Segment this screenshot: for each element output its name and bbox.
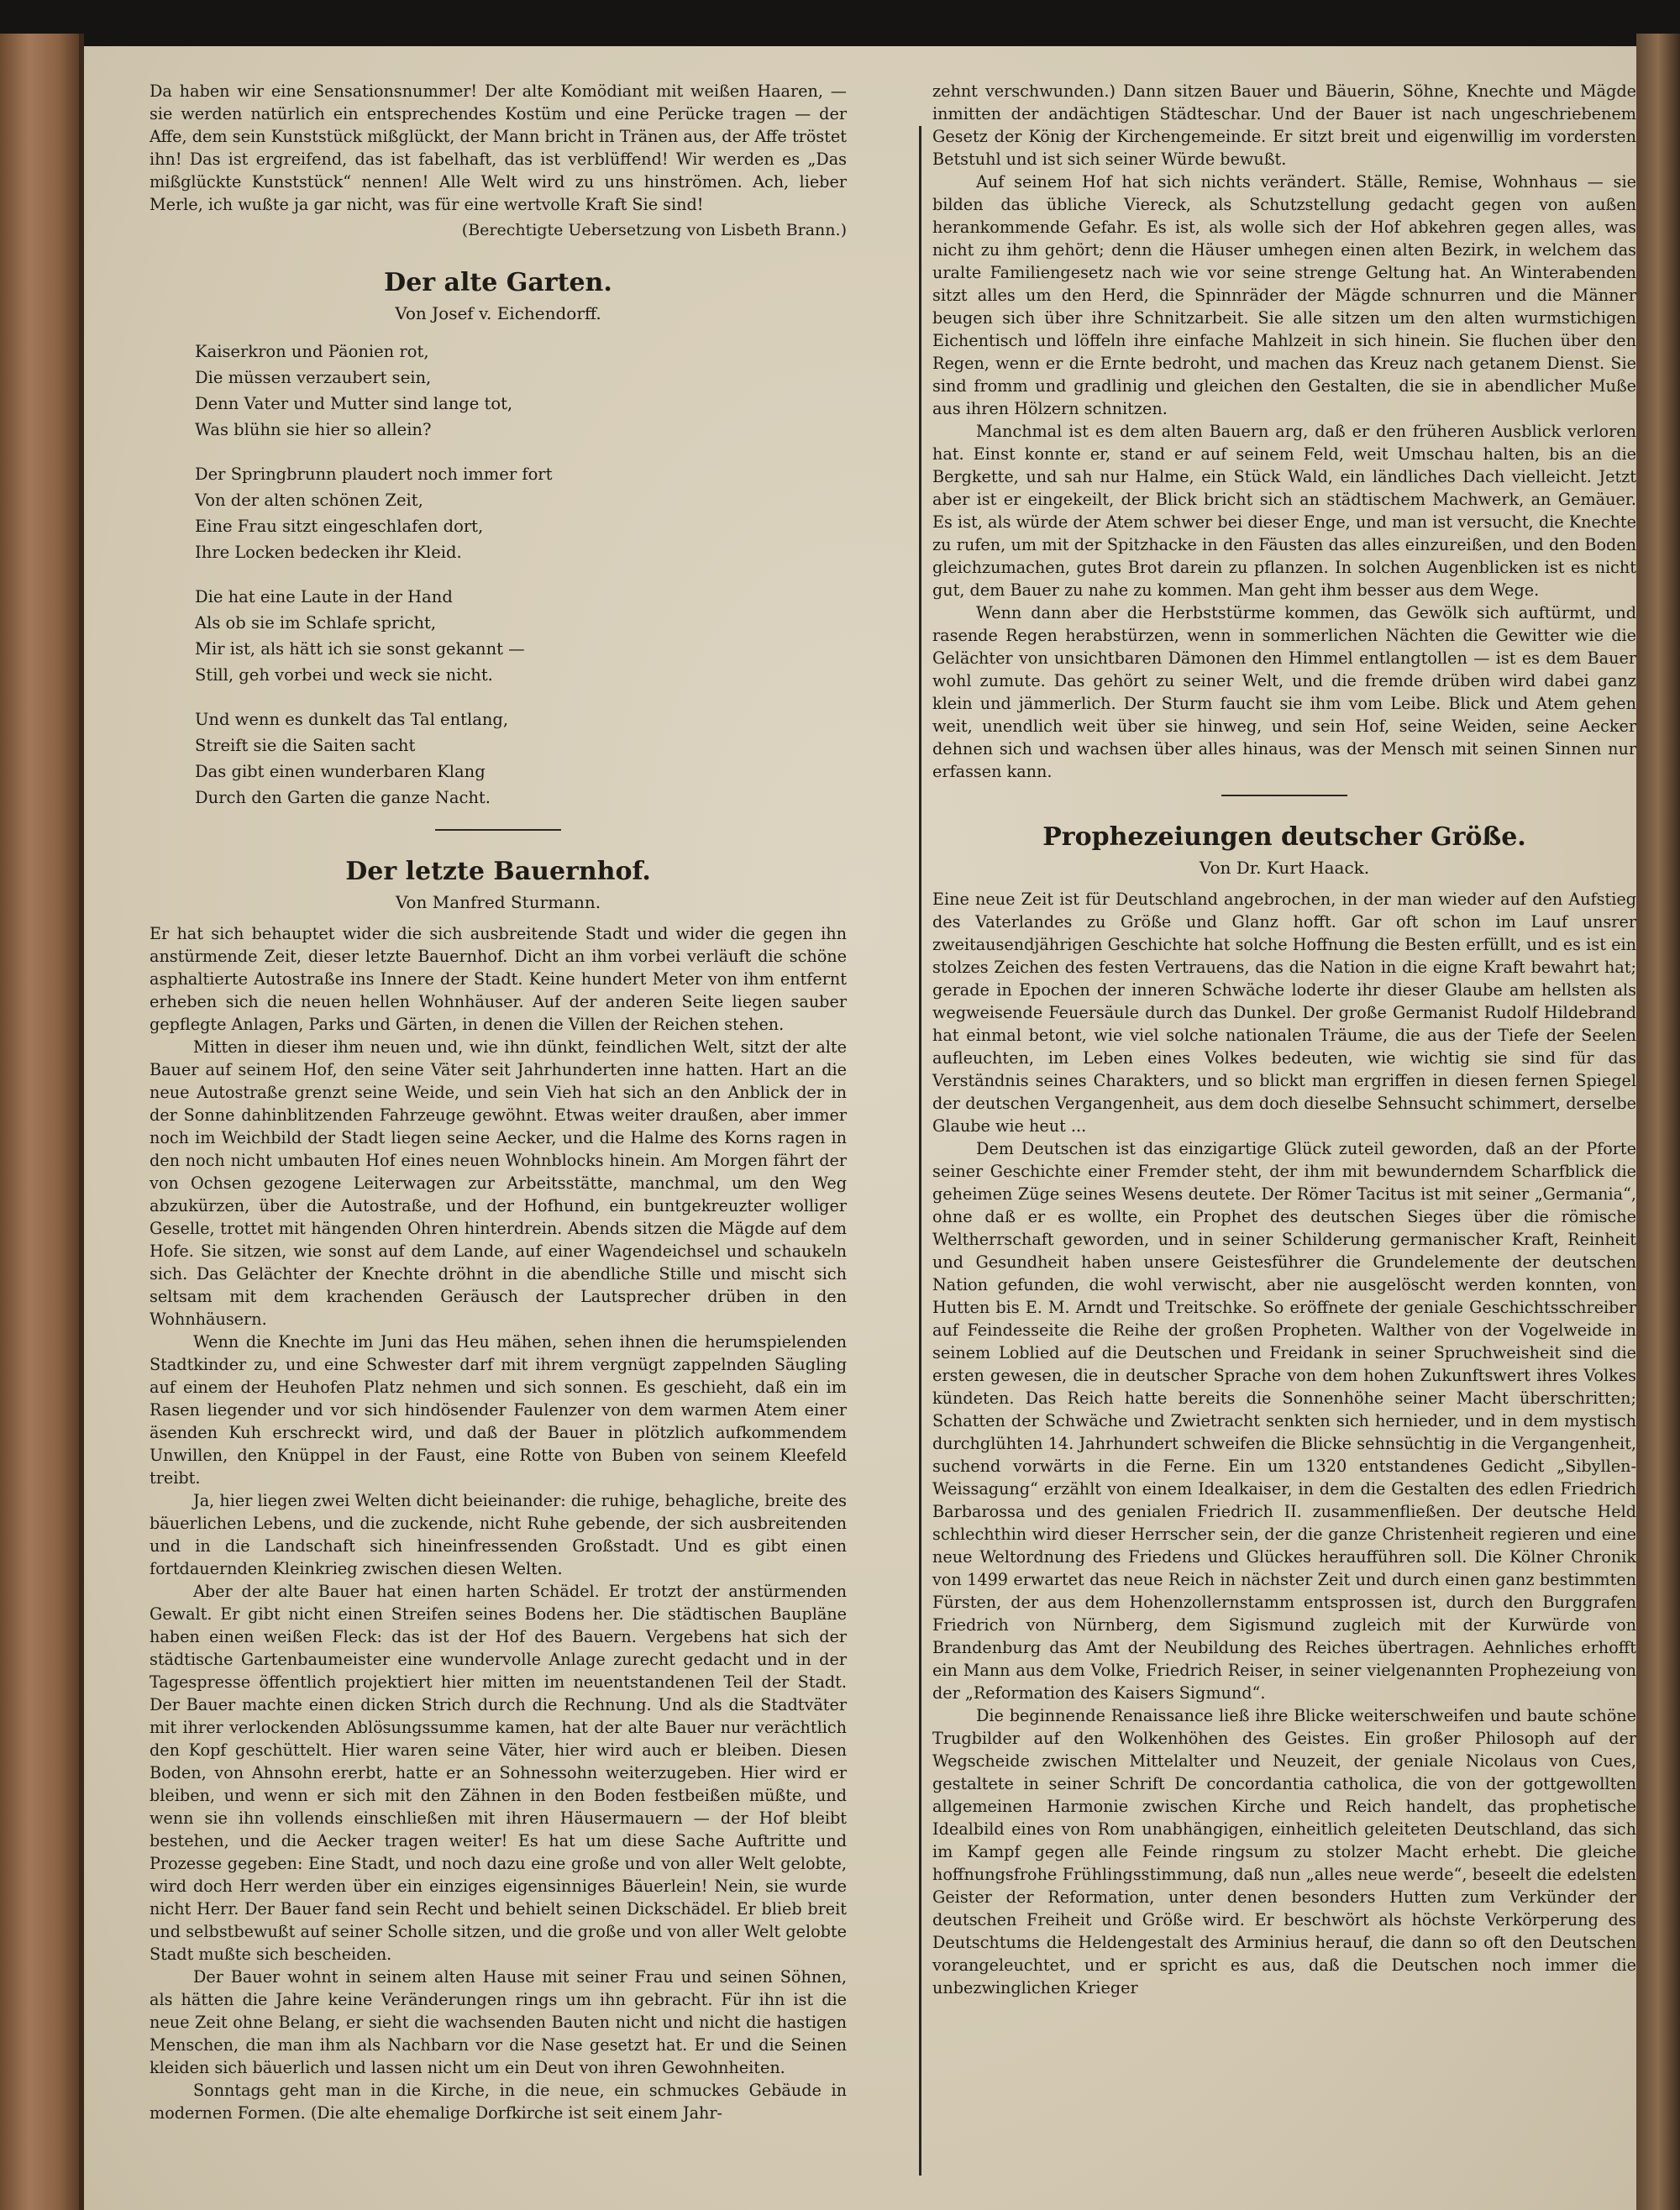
poem-line: Die müssen verzaubert sein, — [195, 368, 432, 387]
poem-line: Die hat eine Laute in der Hand — [195, 587, 453, 606]
poem-line: Das gibt einen wunderbaren Klang — [195, 762, 486, 781]
poem-stanza — [195, 461, 847, 565]
poem-title: Der alte Garten. — [384, 268, 612, 297]
article-continued-paragraph: Manchmal ist es dem alten Bauern arg, daß er den früheren Ausblick verloren hat. Einst konnte er, stand er auf seinem Feld, weit Umschau halten, bis an die Bergkette, und sah nur Halme, ein Stück Wald, ein ländliches Dach vielleicht. Jetzt aber ist er eingekeilt, der Blick bricht sich an städtischem Machwerk, an Gemäuer. Es ist, als würde der Atem schwer bei dieser Enge, und man ist versucht, die Knechte zu rufen, um mit der Spitzhacke in den Fäusten das alles einzureißen, und den Boden gleichzumachen, gutes Brot darein zu pflanzen. In solchen Augenblicken ist es nicht gut, dem Bauer zu nahe zu kommen. Man geht ihm besser aus dem Wege. — [932, 422, 1636, 600]
poem-line: Was blühn sie hier so allein? — [195, 420, 432, 439]
essay-author: Von Dr. Kurt Haack. — [1199, 858, 1370, 878]
poem-stanza — [195, 706, 847, 811]
poem-line: Streift sie die Saiten sacht — [195, 736, 416, 755]
poem-line: Von der alten schönen Zeit, — [195, 491, 423, 510]
article-continued-paragraph: zehnt verschwunden.) Dann sitzen Bauer und Bäuerin, Söhne, Knechte und Mägde inmitten der andächtigen Städteschar. Und der Bauer ist nach ungeschriebenem Gesetz der König der Kirchengemeinde. Er sitzt breit und eigenwillig im vordersten Betstuhl und ist sich seiner Würde bewußt. — [932, 81, 1636, 169]
essay-paragraph: Dem Deutschen ist das einzigartige Glück zuteil geworden, daß an der Pforte seiner Geschichte einer Fremder steht, der ihm mit bewunderndem Scharfblick die geheimen Züge seines Wesens deutete. Der Römer Tacitus ist mit seiner „Germania“, ohne daß er es wollte, ein Prophet des deutschen Sieges über die römische Weltherrschaft geworden, und in seiner Schilderung germanischer Kraft, Reinheit und Gesundheit haben unsere Geistesführer die Grundelemente der deutschen Nation gefunden, die wohl verwischt, aber nie ausgelöscht werden konnten, von Hutten bis E. M. Arndt und Treitschke. So eröffnete der geniale Geschichtsschreiber auf Feindesseite die Reihe der großen Propheten. Walther von der Vogelweide in seinem Loblied auf die Deutschen und Freidank in seiner Spruchweisheit sind die ersten gewesen, die in deutscher Sprache von dem hohen Zukunftswert ihres Volkes kündeten. Das Reich hatte bereits die Sonnenhöhe seiner Macht überschritten; Schatten der Schwäche und Zwietracht senkten sich hernieder, und in dem mystisch durchglühten 14. Jahrhundert schweifen die Blicke sehnsüchtig in die Vergangenheit, suchend vorwärts in die Ferne. Ein um 1320 entstandenes Gedicht „Sibyllen-Weissagung“ erzählt von einem Idealkaiser, in dem die Gestalten des edlen Friedrich Barbarossa und des genialen Friedrich II. zusammenfließen. Der deutsche Held schlechthin wird dieser Herrscher sein, der die ganze Christenheit regieren und eine neue Weltordnung des Friedens und Glückes heraufführen soll. Die Kölner Chronik von 1499 erwartet das neue Reich in nächster Zeit und durch einen ganz bestimmten Fürsten, der aus dem Hohenzollernstamm entsprossen ist, durch den Burggrafen Friedrich von Nürnberg, dem Sigismund zugleich mit der Kurwürde von Brandenburg das Amt der Neubildung des Reiches übertragen. Aehnliches erhofft ein Mann aus dem Volke, Friedrich Reiser, in seiner vielgenannten Prophezeiung von der „Reformation des Kaisers Sigmund“. — [932, 1139, 1636, 1703]
essay-paragraph: Die beginnende Renaissance ließ ihre Blicke weiterschweifen und baute schöne Trugbilder auf den Wolkenhöhen des Geistes. Ein großer Philosoph auf der Wegscheide zwischen Mittelalter und Neuzeit, der geniale Nicolaus von Cues, gestaltete in seiner Schrift De concordantia catholica, die von der gottgewollten allgemeinen Harmonie zwischen Kirche und Reich handelt, das prophetische Idealbild eines von Rom unabhängigen, einheitlich geleiteten Deutschland, das sich im Kampf gegen alle Feinde ringsum zu stolzer Macht erhebt. Die gleiche hoffnungsfrohe Frühlingsstimmung, daß nun „alles neue werde“, beseelt die edelsten Geister der Reformation, unter denen besonders Hutten zum Verkünder der deutschen Freiheit und Größe wird. Er beschwört als höchste Verkörperung des Deutschtums die Heldengestalt des Arminius herauf, die dann so oft den Deutschen vorangeleuchtet, und er spricht es aus, daß die Deutschen noch immer die unbezwinglichen Krieger — [932, 1706, 1636, 1997]
section-rule — [435, 829, 561, 831]
poem-line: Mir ist, als hätt ich sie sonst gekannt — — [195, 639, 525, 659]
essay-title: Prophezeiungen deutscher Größe. — [1042, 822, 1526, 852]
poem-stanza — [195, 339, 847, 443]
poem-line: Als ob sie im Schlafe spricht, — [195, 613, 437, 633]
article-paragraph: Wenn die Knechte im Juni das Heu mähen, sehen ihnen die herumspielenden Stadtkinder zu, und eine Schwester darf mit ihrem vergnügt zappelnden Säugling auf einem der Heuhofen Platz nehmen und sich sonnen. Es geschieht, daß ein im Rasen liegender und vor sich hindösender Faulenzer von dem warmen Atem einer äsenden Kuh erschreckt wird, und daß der Bauer in plötzlich aufkommendem Unwillen, den Knüppel in der Faust, eine Rotte von Buben von seinem Kleefeld treibt. — [150, 1332, 847, 1488]
scan-border-top — [0, 0, 1680, 50]
translation-credit: (Berechtigte Uebersetzung von Lisbeth Brann.) — [461, 221, 847, 239]
section-rule — [1221, 795, 1347, 796]
intro-paragraph: Da haben wir eine Sensationsnummer! Der alte Komödiant mit weißen Haaren, — sie werden natürlich ein entsprechendes Kostüm und eine Perücke tragen — der Affe, dem sein Kunststück mißglückt, der Mann bricht in Tränen aus, der Affe tröstet ihn! Das ist ergreifend, das ist fabelhaft, das ist verblüffend! Wir werden es „Das mißglückte Kunststück“ nennen! Alle Welt wird zu uns hinströmen. Ach, lieber Merle, ich wußte ja gar nicht, was für eine wertvolle Kraft Sie sind! — [150, 81, 847, 214]
article-continued-paragraph: Auf seinem Hof hat sich nichts verändert. Ställe, Remise, Wohnhaus — sie bilden das übliche Viereck, als Schutzstellung gedacht gegen von außen herankommende Gefahr. Es ist, als wolle sich der Hof abkehren gegen alles, was nicht zu ihm gehört; denn die Häuser umhegen einen alten Bezirk, in welchem das uralte Familiengesetz nach wie vor seine strenge Geltung hat. An Winterabenden sitzt alles um den Herd, die Spinnräder der Mägde schnurren und die Männer beugen sich über ihre Schnitzarbeit. Sie alle sitzen um den alten wurmstichigen Eichentisch und löffeln ihre einfache Mahlzeit in sich hinein. Sie fluchen über den Regen, wenn er die Ernte bedroht, und machen das Kreuz nach getanem Dienst. Sie sind fromm und gradlinig und gleichen den Gestalten, die sie in abendlicher Muße aus ihren Hölzern schnitzen. — [932, 172, 1636, 418]
article-continued-paragraph: Wenn dann aber die Herbststürme kommen, das Gewölk sich auftürmt, und rasende Regen herabstürzen, wenn in sommerlichen Nächten die Gewitter wie die Gelächter von unsichtbaren Dämonen den Himmel entlangtollen — ist es dem Bauer wohl zumute. Das gehört zu seiner Welt, und die fremde drüben wird dabei ganz klein und jämmerlich. Der Sturm faucht sie ihm vom Leibe. Blick und Atem gehen weit, unendlich weit über sie hinweg, und sein Hof, seine Weiden, seine Aecker dehnen sich und wachsen über alles hinaus, was der Mensch mit seinen Sinnen nur erfassen kann. — [932, 603, 1636, 781]
book-spine-left — [0, 34, 84, 2210]
article-paragraph: Er hat sich behauptet wider die sich ausbreitende Stadt und wider die gegen ihn anstürmende Zeit, dieser letzte Bauernhof. Dicht an ihm vorbei verläuft die schöne asphaltierte Autostraße ins Innere der Stadt. Keine hundert Meter von ihm entfernt erheben sich die neuen hellen Wohnhäuser. Auf der anderen Seite liegen sauber gepflegte Anlagen, Parks und Gärten, in denen die Villen der Reichen stehen. — [150, 924, 847, 1034]
article-paragraph: Der Bauer wohnt in seinem alten Hause mit seiner Frau und seinen Söhnen, als hätten die Jahre keine Veränderungen rings um ihn gebracht. Für ihn ist die neue Zeit ohne Belang, er sieht die wachsenden Bauten nicht und nicht die hastigen Menschen, die man ihm als Nachbarn vor die Nase gesetzt hat. Er und die Seinen kleiden sich bäuerlich und lassen nicht um ein Deut von ihren Gewohnheiten. — [150, 1967, 847, 2077]
poem-line: Und wenn es dunkelt das Tal entlang, — [195, 710, 509, 729]
poem-line: Still, geh vorbei und weck sie nicht. — [195, 665, 493, 685]
poem-line: Eine Frau sitzt eingeschlafen dort, — [195, 517, 484, 536]
article-author: Von Manfred Sturmann. — [395, 892, 601, 912]
poem-line: Der Springbrunn plaudert noch immer fort — [195, 465, 553, 484]
poem-stanza — [195, 584, 847, 688]
poem-line: Ihre Locken bedecken ihr Kleid. — [195, 543, 462, 562]
column-divider — [919, 126, 921, 2176]
article-paragraph: Mitten in dieser ihm neuen und, wie ihn dünkt, feindlichen Welt, sitzt der alte Bauer auf seinem Hof, den seine Väter seit Jahrhunderten inne hatten. Hart an die neue Autostraße grenzt seine Weide, und sein Vieh hat sich an den Anblick der in der Sonne dahinblitzenden Fahrzeuge gewöhnt. Etwas weiter draußen, aber immer noch im Weichbild der Stadt liegen seine Aecker, und die Halme des Korns ragen in den noch nicht umbauten Hof eines neuen Wohnblocks hinein. Am Morgen fährt der von Ochsen gezogene Leiterwagen zur Arbeitsstätte, manchmal, um den Weg abzukürzen, über die Autostraße, und der Hofhund, ein buntgekreuzter wolliger Geselle, trottet mit hängenden Ohren hinterdrein. Abends sitzen die Mägde auf dem Hofe. Sie sitzen, wie sonst auf dem Lande, auf einer Wagendeichsel und schaukeln sich. Das Gelächter der Knechte dröhnt in die abendliche Stille und mischt sich seltsam mit dem krachenden Geräusch der Lautsprecher drüben in den Wohnhäusern. — [150, 1037, 847, 1329]
article-paragraph: Aber der alte Bauer hat einen harten Schädel. Er trotzt der anstürmenden Gewalt. Er gibt nicht einen Streifen seines Bodens her. Die städtischen Baupläne haben einen weißen Fleck: das ist der Hof des Bauern. Vergebens hat sich der städtische Gartenbaumeister eine wundervolle Anlage zurecht gedacht und in der Tagespresse öffentlich projektiert hier mitten im neuentstandenen Teil der Stadt. Der Bauer machte einen dicken Strich durch die Rechnung. Und als die Stadtväter mit ihrer verlockenden Ablösungssumme kamen, hat der alte Bauer nur verächtlich den Kopf geschüttelt. Hier waren seine Väter, hier wird auch er bleiben. Diesen Boden, von Ahnsohn ererbt, hatte er an Sohnessohn weiterzugeben. Hier wird er bleiben, und wenn er sich mit den Zähnen in den Boden festbeißen müßte, und wenn sie ihn vollends einschließen mit ihren Häusermauern — der Hof bleibt bestehen, und die Aecker tragen weiter! Es hat um diese Sache Auftritte und Prozesse gegeben: Eine Stadt, und noch dazu eine große und von aller Welt gelobte, wird doch Herr werden über ein einziges eigensinniges Bäuerlein! Nein, sie wurde nicht Herr. Der Bauer fand sein Recht und behielt seinen Dickschädel. Er blieb breit und selbstbewußt auf seiner Scholle sitzen, und die große und von aller Welt gelobte Stadt mußte sich bescheiden. — [150, 1582, 847, 1964]
poem-author: Von Josef v. Eichendorff. — [395, 303, 601, 323]
right-column — [932, 80, 1636, 1999]
essay-paragraph: Eine neue Zeit ist für Deutschland angebrochen, in der man wieder auf den Aufstieg des Vaterlandes zu Größe und Glanz hofft. Gar oft schon im Lauf unsrer zweitausendjährigen Geschichte hat solche Hoffnung die Besten erfüllt, und es ist ein stolzes Zeichen des festen Vertrauens, das die Nation in die eigne Kraft bewahrt hat; gerade in Epochen der inneren Schwäche loderte ihr dieser Glaube am hellsten als wegweisende Feuersäule durch das Dunkel. Der große Germanist Rudolf Hildebrand hat einmal betont, wie viel solche nationalen Träume, die aus der Tiefe der Seelen aufleuchten, im Leben eines Volkes bedeuten, wie wichtig sie sind für das Verständnis seines Charakters, und so blickt man ergriffen in diesen fernen Spiegel der deutschen Vergangenheit, aus dem doch dieselbe Sehnsucht schimmert, derselbe Glaube wie heut ... — [932, 890, 1636, 1136]
article-paragraph: Ja, hier liegen zwei Welten dicht beieinander: die ruhige, behagliche, breite des bäuerlichen Lebens, und die zuckende, nicht Ruhe gebende, der sich ausbreitenden und in die Landschaft sich hineinfressenden Großstadt. Und es gibt einen fortdauernden Kleinkrieg zwischen diesen Welten. — [150, 1491, 847, 1578]
left-column — [150, 80, 847, 2124]
poem-line: Durch den Garten die ganze Nacht. — [195, 788, 491, 807]
poem-line: Kaiserkron und Päonien rot, — [195, 342, 429, 361]
poem-line: Denn Vater und Mutter sind lange tot, — [195, 394, 513, 413]
article-title: Der letzte Bauernhof. — [345, 857, 651, 886]
article-paragraph: Sonntags geht man in die Kirche, in die neue, ein schmuckes Gebäude in modernen Formen. (Die alte ehemalige Dorfkirche ist seit einem Jahr- — [150, 2081, 847, 2123]
book-edge-right — [1636, 34, 1680, 2210]
